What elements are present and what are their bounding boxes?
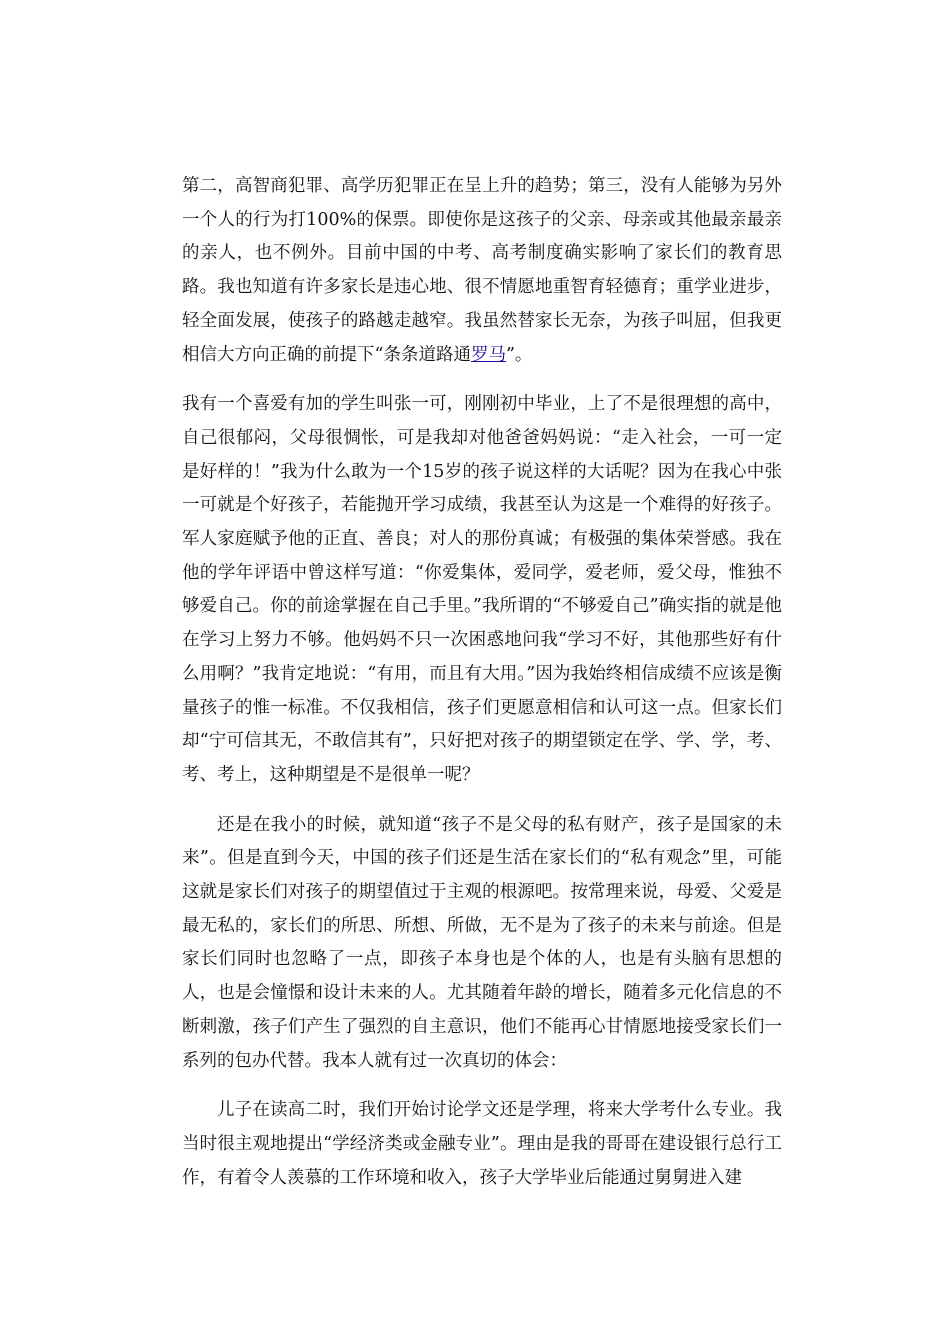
paragraph-1-text: 第二，高智商犯罪、高学历犯罪正在呈上升的趋势；第三，没有人能够为另外一个人的行为打100%的保票。即使你是这孩子的父亲、母亲或其他最亲最亲的亲人，也不例外。目前中国的中考、高考制度确实影响了家长们的教育思路。我也知道有许多家长是违心地、很不情愿地重智育轻德育；重学业进步，轻全面发展，使孩子的路越走越窄。我虽然替家长无奈，为孩子叫屈，但我更相信大方向正确的前提下“条条道路通	[182, 176, 782, 365]
paragraph-1	[182, 170, 782, 372]
document-page	[182, 170, 782, 1211]
paragraph-4: 儿子在读高二时，我们开始讨论学文还是学理，将来大学考什么专业。我当时很主观地提出“学经济类或金融专业”。理由是我的哥哥在建设银行总行工作，有着令人羡慕的工作环境和收入，孩子大学毕业后能通过舅舅进入建	[182, 1100, 782, 1188]
paragraph-2: 我有一个喜爱有加的学生叫张一可，刚刚初中毕业，上了不是很理想的高中，自己很郁闷，父母很惆怅，可是我却对他爸爸妈妈说：“走入社会，一可一定是好样的！”我为什么敢为一个15岁的孩子说这样的大话呢？因为在我心中张一可就是个好孩子，若能抛开学习成绩，我甚至认为这是一个难得的好孩子。军人家庭赋予他的正直、善良；对人的那份真诚；有极强的集体荣誉感。我在他的学年评语中曾这样写道：“你爱集体，爱同学，爱老师，爱父母，惟独不够爱自己。你的前途掌握在自己手里。”我所谓的“不够爱自己”确实指的就是他在学习上努力不够。他妈妈不只一次困惑地问我“学习不好，其他那些好有什么用啊？”我肯定地说：“有用，而且有大用。”因为我始终相信成绩不应该是衡量孩子的惟一标准。不仅我相信，孩子们更愿意相信和认可这一点。但家长们却“宁可信其无，不敢信其有”，只好把对孩子的期望锁定在学、学、学，考、考、考上，这种期望是不是很单一呢？	[182, 394, 782, 785]
paragraph-1-end: ”。	[505, 344, 533, 365]
paragraph-3: 还是在我小的时候，就知道“孩子不是父母的私有财产，孩子是国家的未来”。但是直到今天，中国的孩子们还是生活在家长们的“私有观念”里，可能这就是家长们对孩子的期望值过于主观的根源吧。按常理来说，母爱、父爱是最无私的，家长们的所思、所想、所做，无不是为了孩子的未来与前途。但是家长们同时也忽略了一点，即孩子本身也是个体的人，也是有头脑有思想的人，也是会憧憬和设计未来的人。尤其随着年龄的增长，随着多元化信息的不断刺激，孩子们产生了强烈的自主意识，他们不能再心甘情愿地接受家长们一系列的包办代替。我本人就有过一次真切的体会：	[182, 814, 782, 1071]
rome-link[interactable]: 罗马	[470, 344, 506, 365]
